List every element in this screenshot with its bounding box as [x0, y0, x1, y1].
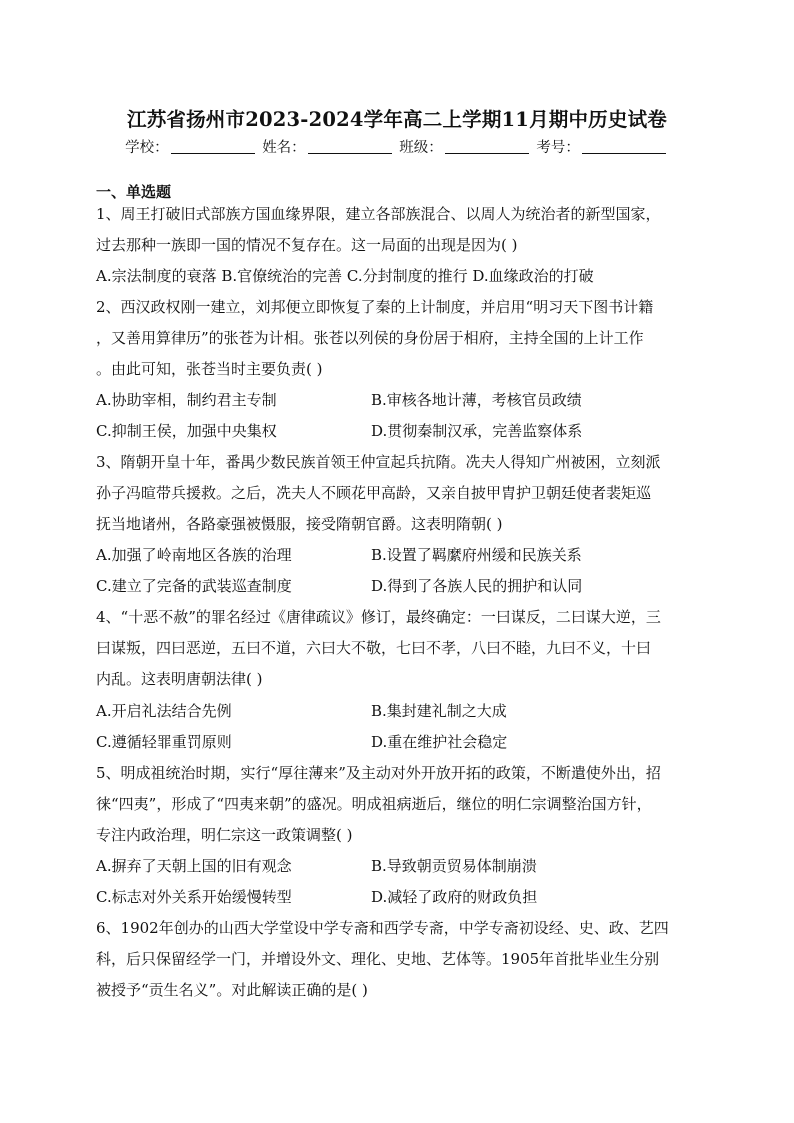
option-a: A.开启礼法结合先例 — [96, 702, 232, 720]
question-line: 过去那种一族即一国的情况不复存在。这一局面的出现是因为( ) — [96, 236, 518, 254]
class-blank — [445, 139, 529, 154]
option-d: D.贯彻秦制汉承，完善监察体系 — [371, 422, 583, 440]
question-line: 被授予“贡生名义”。对此解读正确的是( ) — [96, 981, 368, 999]
question-3 — [96, 447, 700, 540]
question-line: 1、周王打破旧式部族方国血缘界限，建立各部族混合、以周人为统治者的新型国家， — [96, 205, 661, 223]
option-b: B.集封建礼制之大成 — [371, 702, 507, 720]
option-c: C.遵循轻罪重罚原则 — [96, 733, 232, 751]
question-5 — [96, 758, 700, 851]
question-line: 3、隋朝开皇十年，番禺少数民族首领王仲宣起兵抗隋。冼夫人得知广州被困，立刻派 — [96, 453, 661, 471]
option-b: B.导致朝贡贸易体制崩溃 — [371, 857, 537, 875]
school-blank — [171, 139, 255, 154]
name-blank — [308, 139, 392, 154]
class-label: 班级： — [399, 140, 443, 156]
options-row — [96, 385, 700, 416]
options-row — [96, 727, 700, 758]
question-line: 孙子冯暄带兵援救。之后，冼夫人不顾花甲高龄，又亲自披甲胄护卫朝廷使者裴矩巡 — [96, 484, 652, 502]
question-1 — [96, 199, 700, 261]
exam-title: 江苏省扬州市2023-2024学年高二上学期11月期中历史试卷 — [127, 108, 667, 131]
question-1-options: A.宗法制度的衰落 B.官僚统治的完善 C.分封制度的推行 D.血缘政治的打破 — [96, 267, 594, 285]
question-6 — [96, 913, 700, 1006]
options-row — [96, 416, 700, 447]
option-c: C.抑制王侯，加强中央集权 — [96, 422, 277, 440]
question-line: 2、西汉政权刚一建立，刘邦便立即恢复了秦的上计制度，并启用“明习天下图书计籍 — [96, 298, 654, 316]
options-row — [96, 540, 700, 571]
name-label: 姓名： — [262, 140, 306, 156]
options-row — [96, 882, 700, 913]
question-line: 6、1902年创办的山西大学堂设中学专斋和西学专斋，中学专斋初设经、史、政、艺四 — [96, 919, 669, 937]
school-label: 学校： — [125, 140, 169, 156]
section-heading: 一、单选题 — [96, 183, 172, 201]
options-row — [96, 696, 700, 727]
question-4 — [96, 602, 700, 695]
question-line: 5、明成祖统治时期，实行“厚往薄来”及主动对外开放开拓的政策，不断遣使外出，招 — [96, 764, 661, 782]
question-line: 徕“四夷”，形成了“四夷来朝”的盛况。明成祖病逝后，继位的明仁宗调整治国方针， — [96, 795, 652, 813]
option-d: D.得到了各族人民的拥护和认同 — [371, 577, 583, 595]
question-line: 内乱。这表明唐朝法律( ) — [96, 670, 263, 688]
option-d: D.减轻了政府的财政负担 — [371, 888, 538, 906]
question-line: 专注内政治理，明仁宗这一政策调整( ) — [96, 826, 353, 844]
option-a: A.加强了岭南地区各族的治理 — [96, 546, 292, 564]
option-c: C.建立了完备的武装巡查制度 — [96, 577, 292, 595]
question-line: 科，后只保留经学一门，并增设外文、理化、史地、艺体等。1905年首批毕业生分别 — [96, 950, 660, 968]
question-line: 曰谋叛，四曰恶逆，五曰不道，六曰大不敬，七曰不孝，八曰不睦，九曰不义，十曰 — [96, 639, 652, 657]
question-2 — [96, 292, 700, 385]
option-a: A.摒弃了天朝上国的旧有观念 — [96, 857, 292, 875]
option-b: B.设置了羁縻府州缓和民族关系 — [371, 546, 582, 564]
option-d: D.重在维护社会稳定 — [371, 733, 508, 751]
exam-number-blank — [582, 139, 666, 154]
options-row — [96, 571, 700, 602]
student-info-line — [0, 136, 794, 157]
question-line: 抚当地诸州，各路豪强被慑服，接受隋朝官爵。这表明隋朝( ) — [96, 515, 503, 533]
option-c: C.标志对外关系开始缓慢转型 — [96, 888, 292, 906]
question-line: 。由此可知，张苍当时主要负责( ) — [96, 360, 323, 378]
question-line: 4、“十恶不赦”的罪名经过《唐律疏议》修订，最终确定：一曰谋反，二曰谋大逆，三 — [96, 608, 661, 626]
exam-number-label: 考号： — [536, 140, 580, 156]
options-row — [96, 851, 700, 882]
option-a: A.协助宰相，制约君主专制 — [96, 391, 277, 409]
question-line: ，又善用算律历”的张苍为计相。张苍以列侯的身份居于相府，主持全国的上计工作 — [96, 329, 644, 347]
option-b: B.审核各地计薄，考核官员政绩 — [371, 391, 582, 409]
